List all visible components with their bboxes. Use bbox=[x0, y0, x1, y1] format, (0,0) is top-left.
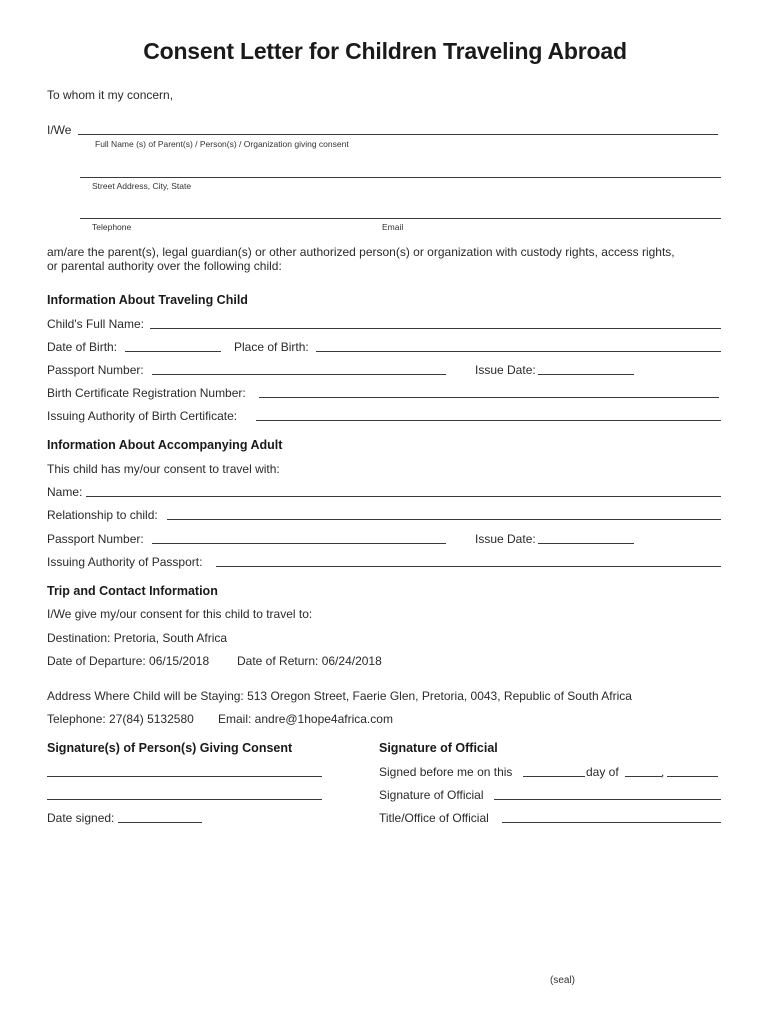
parent-name-caption: Full Name (s) of Parent(s) / Person(s) / Organization giving consent bbox=[95, 139, 349, 149]
address-field[interactable] bbox=[80, 177, 721, 178]
comma: , bbox=[661, 765, 665, 779]
trip-section-heading: Trip and Contact Information bbox=[47, 584, 218, 598]
trip-intro: I/We give my/our consent for this child to travel to: bbox=[47, 607, 313, 621]
signed-day-field[interactable] bbox=[523, 776, 585, 777]
child-passport-label: Passport Number: bbox=[47, 363, 144, 377]
destination: Destination: Pretoria, South Africa bbox=[47, 631, 228, 645]
adult-passport-label: Passport Number: bbox=[47, 532, 144, 546]
child-issue-date-field[interactable] bbox=[538, 374, 634, 375]
date-signed-label: Date signed: bbox=[47, 811, 115, 825]
consent-signature-line-2[interactable] bbox=[47, 799, 322, 800]
birth-cert-authority-label: Issuing Authority of Birth Certificate: bbox=[47, 409, 238, 423]
title-office-field[interactable] bbox=[502, 822, 721, 823]
adult-name-label: Name: bbox=[47, 485, 83, 499]
official-signature-label: Signature of Official bbox=[379, 788, 484, 802]
birth-cert-authority-field[interactable] bbox=[256, 420, 721, 421]
signed-before-label: Signed before me on this bbox=[379, 765, 513, 779]
page-title: Consent Letter for Children Traveling Abroad bbox=[143, 38, 627, 64]
adult-name-field[interactable] bbox=[86, 496, 721, 497]
staying-address: Address Where Child will be Staying: 513 Oregon Street, Faerie Glen, Pretoria, 0043, Republic of South Africa bbox=[47, 689, 632, 703]
telephone-email-field[interactable] bbox=[80, 218, 721, 219]
child-name-label: Child's Full Name: bbox=[47, 317, 144, 331]
address-caption: Street Address, City, State bbox=[92, 181, 192, 191]
departure-date: Date of Departure: 06/15/2018 bbox=[47, 654, 210, 668]
dob-field[interactable] bbox=[125, 351, 221, 352]
date-signed-field[interactable] bbox=[118, 822, 202, 823]
title-office-label: Title/Office of Official bbox=[379, 811, 489, 825]
relationship-field[interactable] bbox=[167, 519, 721, 520]
passport-authority-field[interactable] bbox=[216, 566, 721, 567]
seal-label: (seal) bbox=[550, 975, 576, 986]
pob-field[interactable] bbox=[316, 351, 721, 352]
signed-year-field[interactable] bbox=[667, 776, 718, 777]
return-date: Date of Return: 06/24/2018 bbox=[237, 654, 382, 668]
birth-cert-label: Birth Certificate Registration Number: bbox=[47, 386, 246, 400]
consent-signature-heading: Signature(s) of Person(s) Giving Consent bbox=[47, 741, 293, 755]
signed-month-field[interactable] bbox=[625, 776, 662, 777]
pob-label: Place of Birth: bbox=[234, 340, 309, 354]
adult-section-heading: Information About Accompanying Adult bbox=[47, 438, 283, 452]
email-caption: Email bbox=[382, 222, 404, 232]
contact-email: Email: andre@1hope4africa.com bbox=[218, 712, 393, 726]
custody-statement-line-1: am/are the parent(s), legal guardian(s) or other authorized person(s) or organization with custody rights, access rights, bbox=[47, 245, 675, 259]
passport-authority-label: Issuing Authority of Passport: bbox=[47, 555, 203, 569]
consent-signature-line-1[interactable] bbox=[47, 776, 322, 777]
child-name-field[interactable] bbox=[150, 328, 721, 329]
child-passport-field[interactable] bbox=[152, 374, 446, 375]
parent-name-field[interactable] bbox=[78, 134, 718, 135]
official-signature-heading: Signature of Official bbox=[379, 741, 498, 755]
contact-telephone: Telephone: 27(84) 5132580 bbox=[47, 712, 194, 726]
adult-intro: This child has my/our consent to travel with: bbox=[47, 462, 280, 476]
adult-issue-date-label: Issue Date: bbox=[475, 532, 536, 546]
salutation: To whom it my concern, bbox=[47, 88, 174, 102]
custody-statement-line-2: or parental authority over the following child: bbox=[47, 259, 282, 273]
day-of-label: day of bbox=[586, 765, 619, 779]
adult-passport-field[interactable] bbox=[152, 543, 446, 544]
child-issue-date-label: Issue Date: bbox=[475, 363, 536, 377]
official-signature-field[interactable] bbox=[494, 799, 721, 800]
birth-cert-field[interactable] bbox=[259, 397, 719, 398]
adult-issue-date-field[interactable] bbox=[538, 543, 634, 544]
iwe-label: I/We bbox=[47, 123, 72, 137]
dob-label: Date of Birth: bbox=[47, 340, 118, 354]
child-section-heading: Information About Traveling Child bbox=[47, 293, 248, 307]
telephone-caption: Telephone bbox=[92, 222, 132, 232]
relationship-label: Relationship to child: bbox=[47, 508, 158, 522]
